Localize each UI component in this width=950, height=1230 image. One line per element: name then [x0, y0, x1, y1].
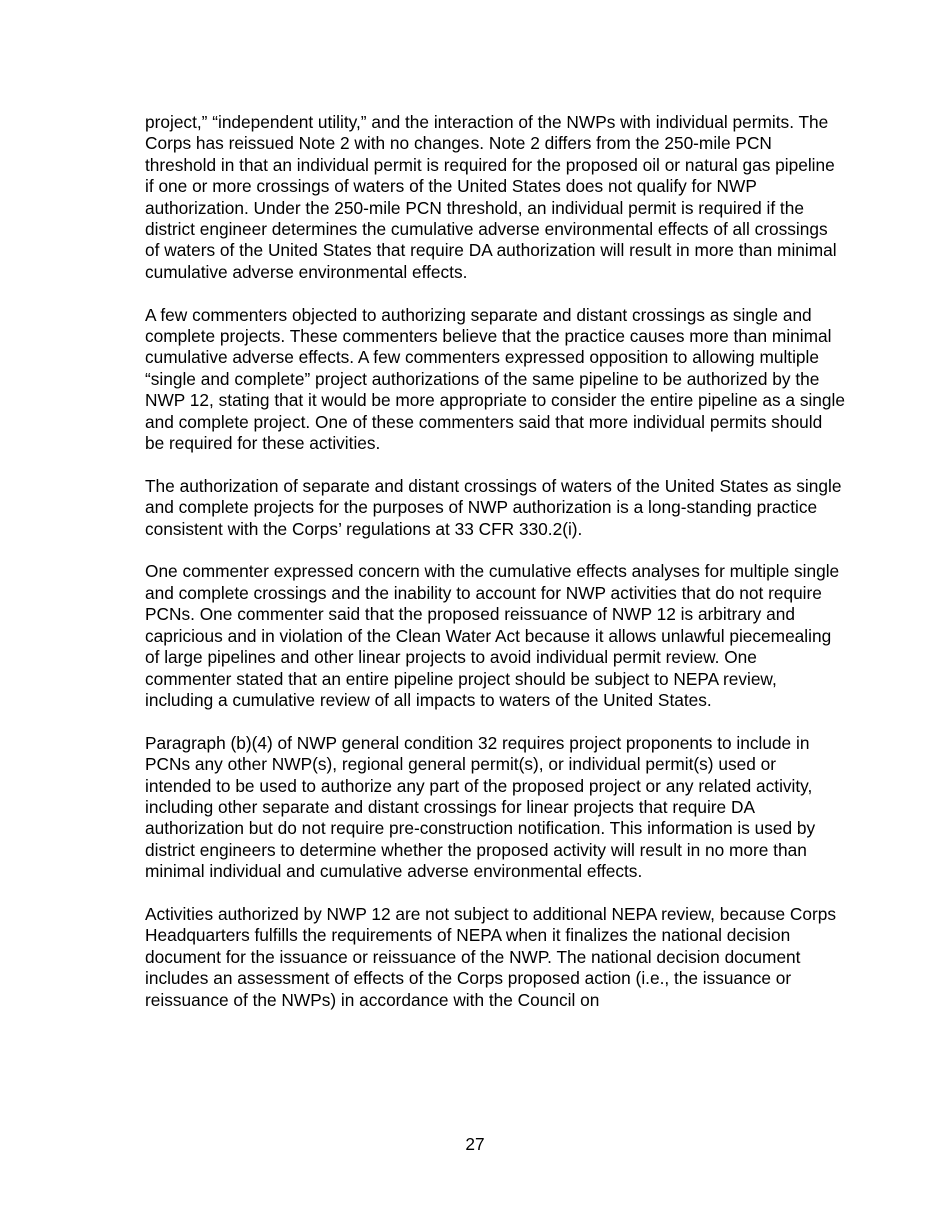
body-paragraph-3: The authorization of separate and distant crossings of waters of the United States as single and complete projects for the purposes of NWP authorization is a long-standing practice consistent with the Corps’ regulations at 33 CFR 330.2(i). — [145, 475, 842, 539]
body-paragraph-2: A few commenters objected to authorizing separate and distant crossings as single and complete projects. These commenters believe that the practice causes more than minimal cumulative adverse effects. A few commenters expressed opposition to allowing multiple “single and complete” project authorizations of the same pipeline to be authorized by the NWP 12, stating that it would be more appropriate to consider the entire pipeline as a single and complete project. One of these commenters said that more individual permits should be required for these activities. — [145, 304, 845, 454]
body-paragraph-5: Paragraph (b)(4) of NWP general condition 32 requires project proponents to include in PCNs any other NWP(s), regional general permit(s), or individual permit(s) used or intended to be used to authorize any part of the proposed project or any related activity, including other separate and distant crossings for linear projects that require DA authorization but do not require pre-construction notification. This information is used by district engineers to determine whether the proposed activity will result in no more than minimal individual and cumulative adverse environmental effects. — [145, 732, 816, 882]
body-paragraph-6: Activities authorized by NWP 12 are not subject to additional NEPA review, because Corps Headquarters fulfills the requirements of NEPA when it finalizes the national decision document for the issuance or reissuance of the NWP. The national decision document includes an assessment of effects of the Corps proposed action (i.e., the issuance or reissuance of the NWPs) in accordance with the Council on — [145, 903, 836, 1010]
body-paragraph-4: One commenter expressed concern with the cumulative effects analyses for multiple single and complete crossings and the inability to account for NWP activities that do not require PCNs. One commenter said that the proposed reissuance of NWP 12 is arbitrary and capricious and in violation of the Clean Water Act because it allows unlawful piecemealing of large pipelines and other linear projects to avoid individual permit review. One commenter stated that an entire pipeline project should be subject to NEPA review, including a cumulative review of all impacts to waters of the United States. — [145, 561, 840, 710]
document-body — [145, 112, 845, 1032]
page-number: 27 — [465, 1134, 485, 1154]
body-paragraph-1: project,” “independent utility,” and the interaction of the NWPs with individual permits. The Corps has reissued Note 2 with no changes. Note 2 differs from the 250-mile PCN threshold in that an individual permit is required for the proposed oil or natural gas pipeline if one or more crossings of waters of the United States does not qualify for NWP authorization. Under the 250-mile PCN threshold, an individual permit is required if the district engineer determines the cumulative adverse environmental effects of all crossings of waters of the United States that require DA authorization will result in more than minimal cumulative adverse environmental effects. — [145, 112, 837, 282]
